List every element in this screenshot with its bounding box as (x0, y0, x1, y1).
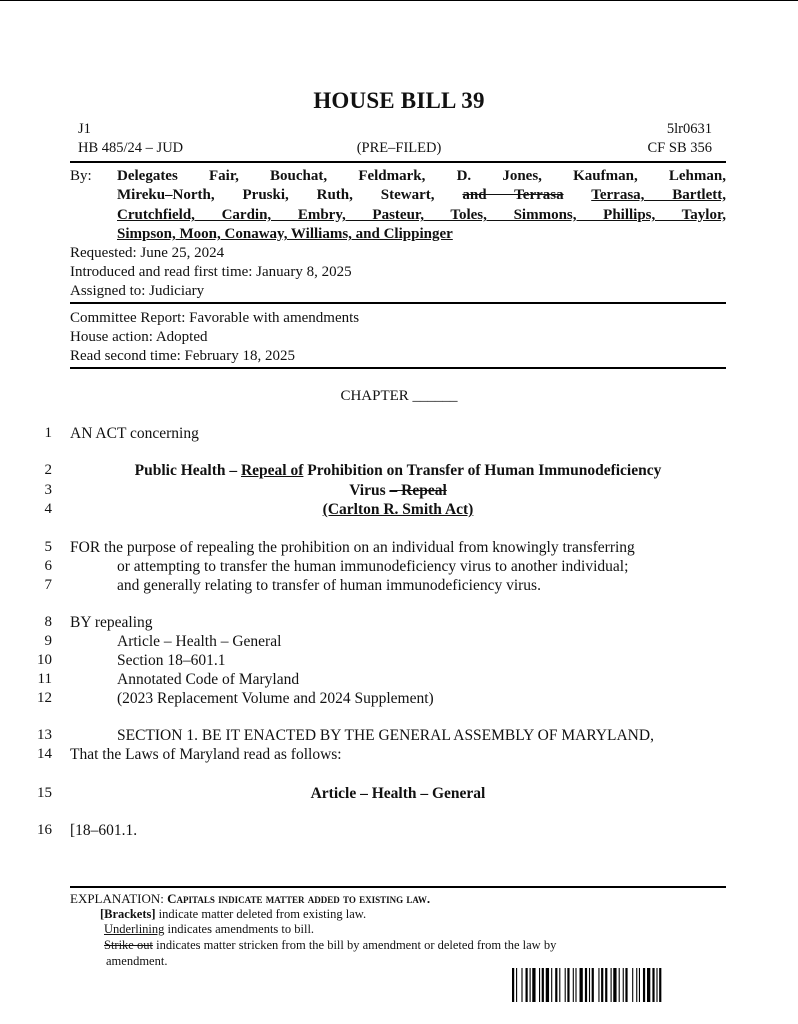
barcode-bar (585, 968, 587, 1002)
barcode-bar (613, 968, 616, 1002)
act-concerning: AN ACT concerning (70, 425, 199, 442)
barcode-bar (516, 968, 517, 1002)
section-number: [18–601.1. (70, 822, 138, 839)
barcode-bar (656, 968, 657, 1002)
line-number: 1 (44, 425, 52, 441)
line-number: 15 (37, 785, 52, 801)
line-number: 5 (44, 539, 52, 555)
barcode-bar (639, 968, 640, 1002)
subject-code: J1 (78, 121, 91, 137)
explanation-label: EXPLANATION: (70, 891, 164, 906)
explanation-capitals: Capitals indicate matter added to existing law. (167, 891, 431, 906)
sponsors-by-label: By: (70, 168, 92, 184)
drafting-number: 5lr0631 (666, 121, 712, 137)
assigned-committee: Assigned to: Judiciary (70, 283, 205, 299)
article-heading: Article – Health – General (310, 785, 486, 802)
line-number: 12 (37, 690, 52, 706)
barcode-bar (580, 968, 583, 1002)
explanation-brackets (100, 907, 366, 922)
barcode-bar (575, 968, 576, 1002)
barcode-bar (659, 968, 661, 1002)
barcode-bar (521, 968, 522, 1002)
by-repealing: BY repealing (70, 614, 153, 631)
line-number: 9 (44, 633, 52, 649)
statute-code: Annotated Code of Maryland (117, 671, 300, 688)
barcode-bar (573, 968, 574, 1002)
title-struck-part: – Repeal (389, 482, 447, 499)
barcode-bar (592, 968, 594, 1002)
barcode-bar (567, 968, 569, 1002)
barcode-bar (530, 968, 531, 1002)
barcode-bar (532, 968, 535, 1002)
second-reading: Read second time: February 18, 2025 (70, 348, 295, 364)
committee-rule (70, 367, 726, 369)
barcode-bar (546, 968, 549, 1002)
barcode-bar (643, 968, 645, 1002)
enacting-clause: SECTION 1. BE IT ENACTED BY THE GENERAL ASSEMBLY OF MARYLAND, (117, 727, 654, 744)
barcode-bar (605, 968, 607, 1002)
bill-purpose-title-line-2 (70, 482, 726, 500)
barcode-bar (539, 968, 540, 1002)
barcode-bar (555, 968, 557, 1002)
explanation-underlining (104, 922, 314, 937)
underlining-description: indicates amendments to bill. (167, 922, 315, 936)
title-added-part: Repeal of (240, 462, 304, 479)
barcode-bar (589, 968, 590, 1002)
header-rule (70, 161, 726, 163)
barcode-bar (636, 968, 637, 1002)
sponsors-line-1: Delegates Fair, Bouchat, Feldmark, D. Jones, Kaufman, Lehman, (117, 168, 726, 184)
barcode-bar (565, 968, 566, 1002)
barcode-bar (652, 968, 654, 1002)
requested-date: Requested: June 25, 2024 (70, 245, 225, 261)
sponsors-line-2-plain: Mireku–North, Pruski, Ruth, Stewart, (117, 187, 435, 203)
strikeout-term: Strike out (104, 938, 153, 952)
purpose-line-2: or attempting to transfer the human immunodeficiency virus to another individual; (117, 558, 629, 575)
explanation-rule (70, 886, 726, 888)
sponsors-line-3: Crutchfield, Cardin, Embry, Pasteur, Toles, Simmons, Phillips, Taylor, (117, 207, 726, 223)
barcode-bar (647, 968, 650, 1002)
strikeout-description: indicates matter stricken from the bill by amendment or deleted from the law by (156, 938, 557, 952)
underlining-term: Underlining (104, 922, 165, 936)
barcode-bar (625, 968, 627, 1002)
line-number: 7 (44, 577, 52, 593)
bill-title: HOUSE BILL 39 (313, 88, 485, 113)
line-number: 4 (44, 501, 52, 517)
line-number: 3 (44, 482, 52, 498)
sponsors-line-4: Simpson, Moon, Conaway, Williams, and Clippinger (117, 226, 453, 242)
barcode-bar (551, 968, 552, 1002)
barcode-bar (611, 968, 612, 1002)
barcode-bar (623, 968, 624, 1002)
title-part: Public Health – (134, 462, 238, 479)
brackets-term: [Brackets] (100, 907, 156, 921)
statute-article: Article – Health – General (117, 633, 282, 650)
line-number: 14 (37, 746, 52, 762)
sponsors-line-2 (117, 186, 726, 205)
barcode-image (512, 968, 708, 1002)
title-part: Virus (349, 482, 386, 499)
house-action: House action: Adopted (70, 329, 208, 345)
bill-purpose-title-line-1 (70, 462, 726, 480)
explanation-strikeout (104, 938, 556, 953)
line-number: 10 (37, 652, 52, 668)
barcode-bar (512, 968, 514, 1002)
barcode-bar (632, 968, 633, 1002)
line-number: 8 (44, 614, 52, 630)
chapter-label: CHAPTER ______ (340, 388, 458, 404)
barcode-bar (542, 968, 544, 1002)
enacting-clause-continued: That the Laws of Maryland read as follows: (70, 746, 342, 763)
purpose-line-1: FOR the purpose of repealing the prohibition on an individual from knowingly transferring (70, 539, 635, 556)
line-number: 11 (37, 671, 52, 687)
statute-section: Section 18–601.1 (117, 652, 226, 669)
explanation-strikeout-continued: amendment. (106, 954, 168, 968)
title-part: Prohibition on Transfer of Human Immunodeficiency (307, 462, 662, 479)
statute-volume: (2023 Replacement Volume and 2024 Supplement) (117, 690, 434, 707)
purpose-line-3: and generally relating to transfer of human immunodeficiency virus. (117, 577, 541, 594)
line-number: 16 (37, 822, 52, 838)
line-number: 6 (44, 558, 52, 574)
line-number: 2 (44, 462, 52, 478)
barcode-bar (559, 968, 560, 1002)
sponsors-struck-text: and Terrasa (462, 187, 564, 203)
page-top-border (0, 0, 798, 1)
explanation-heading (70, 891, 430, 907)
barcode-bar (598, 968, 599, 1002)
sponsors-added-text: Terrasa, Bartlett, (591, 187, 727, 203)
history-rule (70, 302, 726, 304)
short-title: (Carlton R. Smith Act) (322, 501, 474, 518)
prior-bill: HB 485/24 – JUD (78, 140, 184, 156)
introduced-date: Introduced and read first time: January 8, 2025 (70, 264, 352, 280)
barcode-bar (526, 968, 528, 1002)
committee-report: Committee Report: Favorable with amendments (70, 310, 360, 326)
prefiled-status: (PRE–FILED) (356, 140, 442, 156)
barcode-bar (601, 968, 603, 1002)
cross-file: CF SB 356 (647, 140, 712, 156)
line-number: 13 (37, 727, 52, 743)
barcode-bar (619, 968, 620, 1002)
brackets-description: indicate matter deleted from existing law. (158, 907, 367, 921)
